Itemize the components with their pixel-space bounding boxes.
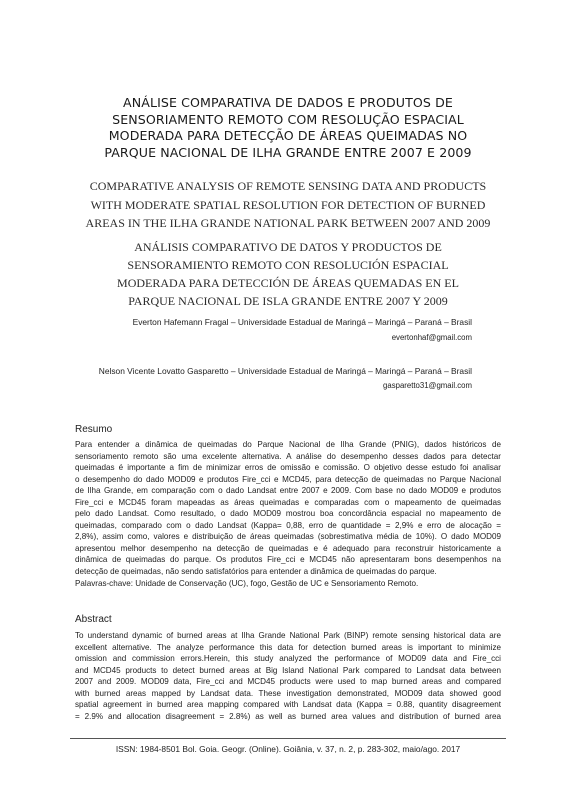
abstract-line: and MCD45 products to detect burned areas at Big Island National Park compared to Landsat data between (75, 665, 501, 675)
author-affiliation: Nelson Vicente Lovatto Gasparetto – Universidade Estadual de Maringá – Maringá – Paraná – Brasil (98, 366, 472, 376)
resumo-line: apresentou melhor desempenho na detecção de queimadas e é adequado para reconstruir historicamente a (75, 543, 501, 553)
resumo-line: Fire_cci e MCD45 foram mapeadas as áreas queimadas e comparadas com o mapeamento de queimadas (75, 497, 501, 507)
resumo-line: detecção de queimadas, não sendo satisfatórios para entender a dinâmica de queimadas do parque. (75, 567, 437, 577)
author-email[interactable]: evertonhaf@gmail.com (391, 333, 472, 342)
resumo-line: de Ilha Grande, em comparação com o dado Landsat entre 2007 e 2009. Com base no dado MOD09 e produtos (75, 486, 501, 496)
abstract-line: 2007 and 2009. MOD09 data, Fire_cci and MCD45 products were used to map burned areas and compared (75, 677, 501, 687)
resumo-line: queimadas é importante a fim de minimizar erros de omissão e comissão. O objetivo desse estudo foi analisar (75, 463, 501, 473)
keywords-line: Palavras-chave: Unidade de Conservação (UC), fogo, Gestão de UC e Sensoriamento Remoto. (75, 578, 419, 588)
abstract-line: To understand dynamic of burned areas at Ilha Grande National Park (BINP) remote sensing historical data are (75, 631, 501, 640)
abstract-line: spatial agreement in burned area mapping compared with Landsat data (Kappa = 0.88, quantity disagreement (75, 700, 501, 710)
resumo-line: 2,8%), assim como, valores e distribuição de áreas queimadas (sobrestimativa média de 10%). O dado MOD09 (75, 532, 501, 542)
title-portuguese (60, 95, 516, 161)
title-pt-line: SENSORIAMENTO REMOTO COM RESOLUÇÃO ESPACIAL (112, 111, 464, 127)
resumo-line: dinâmica de queimadas do parque. Os produtos Fire_cci e MCD45 não apresentaram bons desempenhos na (75, 555, 501, 565)
title-pt-line: PARQUE NACIONAL DE ILHA GRANDE ENTRE 2007 E 2009 (104, 144, 472, 160)
title-es-line: MODERADA PARA DETECCIÓN DE ÁREAS QUEMADAS EN EL (117, 276, 459, 290)
abstract-line: with burned areas mapped by Landsat data. These investigation demonstrated, MOD09 data showed good (75, 688, 501, 698)
author-affiliation: Everton Hafemann Fragal – Universidade Estadual de Maringá – Maringá – Paraná – Brasil (132, 317, 472, 327)
resumo-line: sensoriamento remoto são uma excelente alternativa. A análise do desempenho desses dados para detectar (75, 451, 501, 461)
abstract-line: omission and commission errors.Herein, this study analyzed the performance of MOD09 data and Fire_cci (75, 654, 501, 664)
resumo-line: Para entender a dinâmica de queimadas do Parque Nacional de Ilha Grande (PNIG), dados históricos de (75, 440, 501, 449)
title-spanish (60, 238, 516, 310)
title-pt-line: MODERADA PARA DETECÇÃO DE ÁREAS QUEIMADAS NO (108, 128, 468, 143)
footer-divider (70, 738, 506, 739)
title-english (60, 177, 516, 233)
resumo-line: pelo dado Landsat. Como resultado, o dado MOD09 mostrou boa concordância espacial no mapeamento de (75, 509, 501, 519)
journal-footer: ISSN: 1984-8501 Bol. Goia. Geogr. (Online). Goiânia, v. 37, n. 2, p. 283-302, maio/ago. 2017 (115, 744, 461, 754)
resumo-line: queimadas, comparado com o dado Landsat (Kappa= 0,88, erro de quantidade = 2,9% e erro de alocação = (75, 520, 501, 530)
resumo-heading: Resumo (75, 424, 113, 435)
title-es-line: ANÁLISIS COMPARATIVO DE DATOS Y PRODUCTOS DE (134, 240, 442, 254)
abstract-heading: Abstract (75, 614, 112, 625)
author-email[interactable]: gasparetto31@gmail.com (383, 381, 472, 390)
title-en-line: AREAS IN THE ILHA GRANDE NATIONAL PARK BETWEEN 2007 AND 2009 (85, 216, 491, 230)
resumo-body (75, 439, 501, 589)
title-es-line: PARQUE NACIONAL DE ISLA GRANDE ENTRE 2007 Y 2009 (128, 294, 448, 308)
abstract-line: excellent alternative. The analyze performance this data for detection burned areas is important to minimize (75, 642, 501, 652)
abstract-body (75, 630, 501, 722)
resumo-line: o desempenho do dado MOD09 e produtos Fire_cci e MCD45, para detecção de queimadas no Parque Nacional (75, 474, 501, 484)
title-pt-line: ANÁLISE COMPARATIVA DE DADOS E PRODUTOS DE (123, 95, 453, 110)
title-en-line: WITH MODERATE SPATIAL RESOLUTION FOR DETECTION OF BURNED (90, 197, 486, 212)
title-en-line: COMPARATIVE ANALYSIS OF REMOTE SENSING DATA AND PRODUCTS (89, 179, 487, 193)
abstract-line: = 2.9% and allocation disagreement = 2.8%) as well as burned area values and distribution of burned area (75, 711, 501, 721)
title-es-line: SENSORAMIENTO REMOTO CON RESOLUCIÓN ESPACIAL (127, 258, 449, 272)
